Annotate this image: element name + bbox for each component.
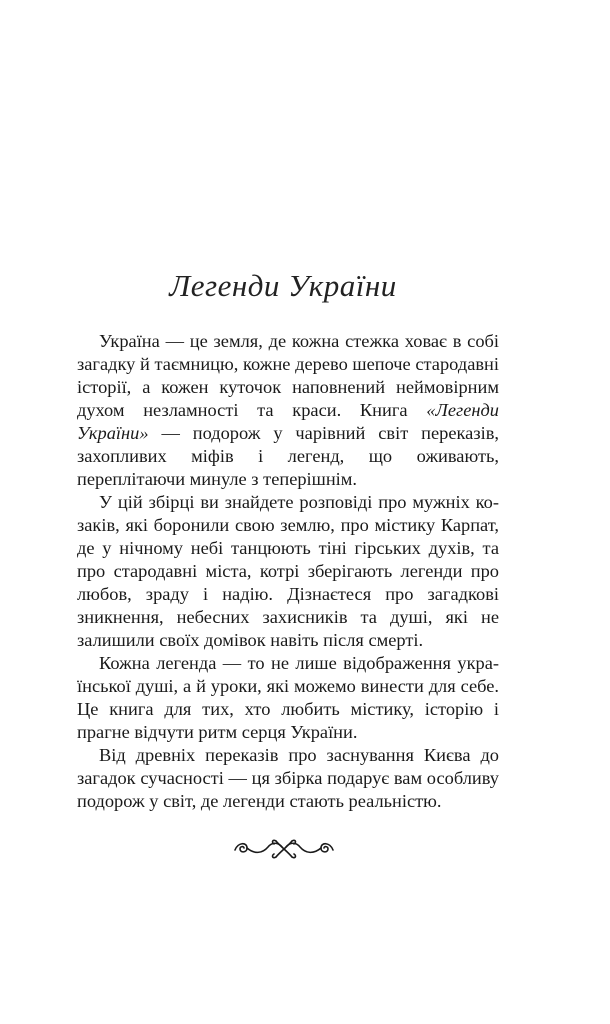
paragraph-3 (77, 652, 499, 744)
paragraph-1-text-end: — подорож у чарівний світ переказів, захопливих міфів і легенд, що оживають, переплітаючи минуле з теперішнім. (77, 423, 499, 489)
paragraph-4-text: Від древніх переказів про заснування Києва до загадок сучасності — ця збірка подарує вам особливу подорож у світ, де легенди стають реальністю. (77, 745, 499, 811)
book-title-emphasis: «Легенди України» (77, 400, 499, 443)
paragraph-2 (77, 491, 499, 652)
body-text (77, 330, 499, 813)
paragraph-1 (77, 330, 499, 491)
paragraph-4 (77, 744, 499, 813)
paragraph-1-text: Україна — це земля, де кожна стежка ховає в собі загадку й таємницю, кожне дерево шепоче стародавні історії, а кожен куточок наповнений неймовірним духом незламності та краси. Книга (77, 331, 499, 420)
paragraph-2-text: У цій збірці ви знайдете розповіді про мужніх козаків, які боронили свою землю, про містику Карпат, де у нічному небі танцюють тіні гірських духів, та про стародавні міста, котрі зберігають легенди про любов, зраду і надію. Дізнаєтеся про загадкові зникнення, небесних захисників та душі, які не залишили своїх домівок навіть після смерті. (77, 492, 499, 650)
page-title: Легенди України (169, 268, 397, 303)
paragraph-3-text: Кожна легенда — то не лише відображення української душі, а й уроки, які можемо винести для себе. Це книга для тих, хто любить містику, історію і прагне відчути ритм серця України. (77, 653, 499, 742)
flourish-divider-icon (232, 832, 336, 862)
